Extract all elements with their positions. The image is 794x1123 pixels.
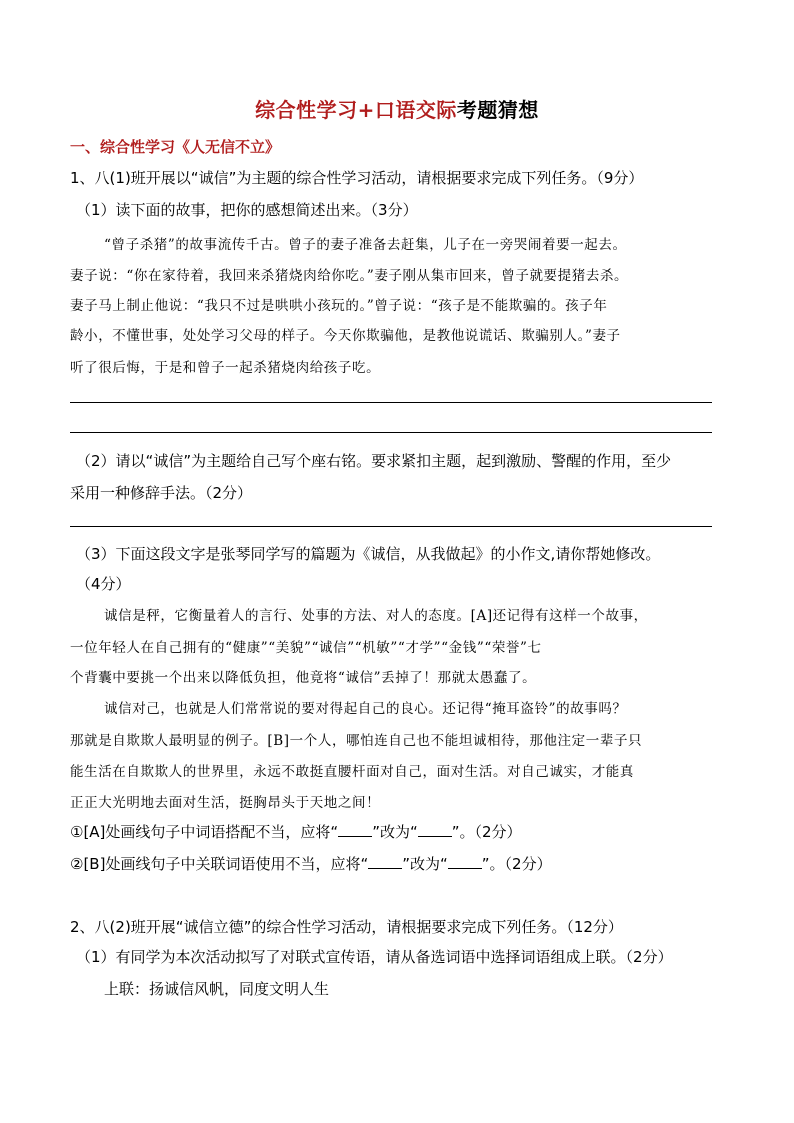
answer-line[interactable] <box>70 432 712 433</box>
story-line: “曾子杀猪”的故事流传千古。曾子的妻子准备去赶集，儿子在一旁哭闹着要一起去。 <box>104 237 627 253</box>
fill-item-1-suffix: ”。（2分） <box>451 823 522 841</box>
title-red-part: 综合性学习+口语交际 <box>255 98 457 122</box>
section-heading: 一、综合性学习《人无信不立》 <box>70 138 281 156</box>
fill-blank[interactable] <box>418 824 452 837</box>
essay-line: 个背囊中要挑一个出来以降低负担，他竟将“诚信”丢掉了！那就太愚蠢了。 <box>70 670 537 686</box>
upper-couplet: 上联：扬诚信风帆，同度文明人生 <box>104 980 330 998</box>
answer-line[interactable] <box>70 526 712 527</box>
question-1-sub-3-line-1: （3）下面这段文字是张琴同学写的篇题为《诚信，从我做起》的小作文,请你帮她修改。 <box>76 545 661 563</box>
answer-line[interactable] <box>70 402 712 403</box>
essay-line: 一位年轻人在自己拥有的“健康”“美貌”“诚信”“机敏”“才学”“金钱”“荣誉”七 <box>70 640 542 656</box>
page-title <box>0 94 794 123</box>
fill-item-2-prefix: ②[B]处画线句子中关联词语使用不当，应将“ <box>70 855 369 873</box>
story-line: 听了很后悔，于是和曾子一起杀猪烧肉给孩子吃。 <box>70 360 381 376</box>
question-2-sub-1: （1）有同学为本次活动拟写了对联式宣传语，请从备选词语中选择词语组成上联。（2分） <box>76 948 673 966</box>
fill-item-1 <box>70 821 522 842</box>
story-line: 龄小，不懂世事，处处学习父母的样子。今天你欺骗他，是教他说谎话、欺骗别人。”妻子 <box>70 328 621 344</box>
question-1-sub-3-line-2: （4分） <box>76 575 131 593</box>
fill-item-1-middle: ”改为“ <box>372 823 418 841</box>
question-1-stem: 1、八(1)班开展以“诚信”为主题的综合性学习活动，请根据要求完成下列任务。（9分） <box>70 169 644 187</box>
fill-item-1-prefix: ①[A]处画线句子中词语搭配不当，应将“ <box>70 823 339 841</box>
story-line: 妻子马上制止他说：“我只不过是哄哄小孩玩的。”曾子说：“孩子是不能欺骗的。孩子年 <box>70 298 608 314</box>
fill-item-2 <box>70 853 552 874</box>
question-1-sub-2-line-1: （2）请以“诚信”为主题给自己写个座右铭。要求紧扣主题，起到激励、警醒的作用，至少 <box>76 452 672 470</box>
fill-item-2-middle: ”改为“ <box>402 855 448 873</box>
fill-blank[interactable] <box>368 856 402 869</box>
question-1-sub-1: （1）读下面的故事，把你的感想简述出来。（3分） <box>76 201 418 219</box>
essay-line: 那就是自欺欺人最明显的例子。[B]一个人，哪怕连自己也不能坦诚相待，那他注定一辈子只 <box>70 733 643 749</box>
question-2-stem: 2、八(2)班开展“诚信立德”的综合性学习活动，请根据要求完成下列任务。（12分） <box>70 918 623 936</box>
essay-line: 能生活在自欺欺人的世界里，永远不敢挺直腰杆面对自己，面对生活。对自己诚实，才能真 <box>70 764 634 780</box>
title-black-part: 考题猜想 <box>456 98 539 122</box>
story-line: 妻子说：“你在家待着，我回来杀猪烧肉给你吃。”妻子刚从集市回来，曾子就要提猪去杀。 <box>70 268 629 284</box>
essay-line: 诚信是秤，它衡量着人的言行、处事的方法、对人的态度。[A]还记得有这样一个故事， <box>104 608 648 624</box>
fill-blank[interactable] <box>338 824 372 837</box>
question-1-sub-2-line-2: 采用一种修辞手法。（2分） <box>70 484 253 502</box>
essay-line: 诚信对己，也就是人们常常说的要对得起自己的良心。还记得“掩耳盗铃”的故事吗？ <box>104 701 627 717</box>
fill-item-2-suffix: ”。（2分） <box>481 855 552 873</box>
fill-blank[interactable] <box>448 856 482 869</box>
essay-line: 正正大光明地去面对生活，挺胸昂头于天地之间！ <box>70 795 381 811</box>
